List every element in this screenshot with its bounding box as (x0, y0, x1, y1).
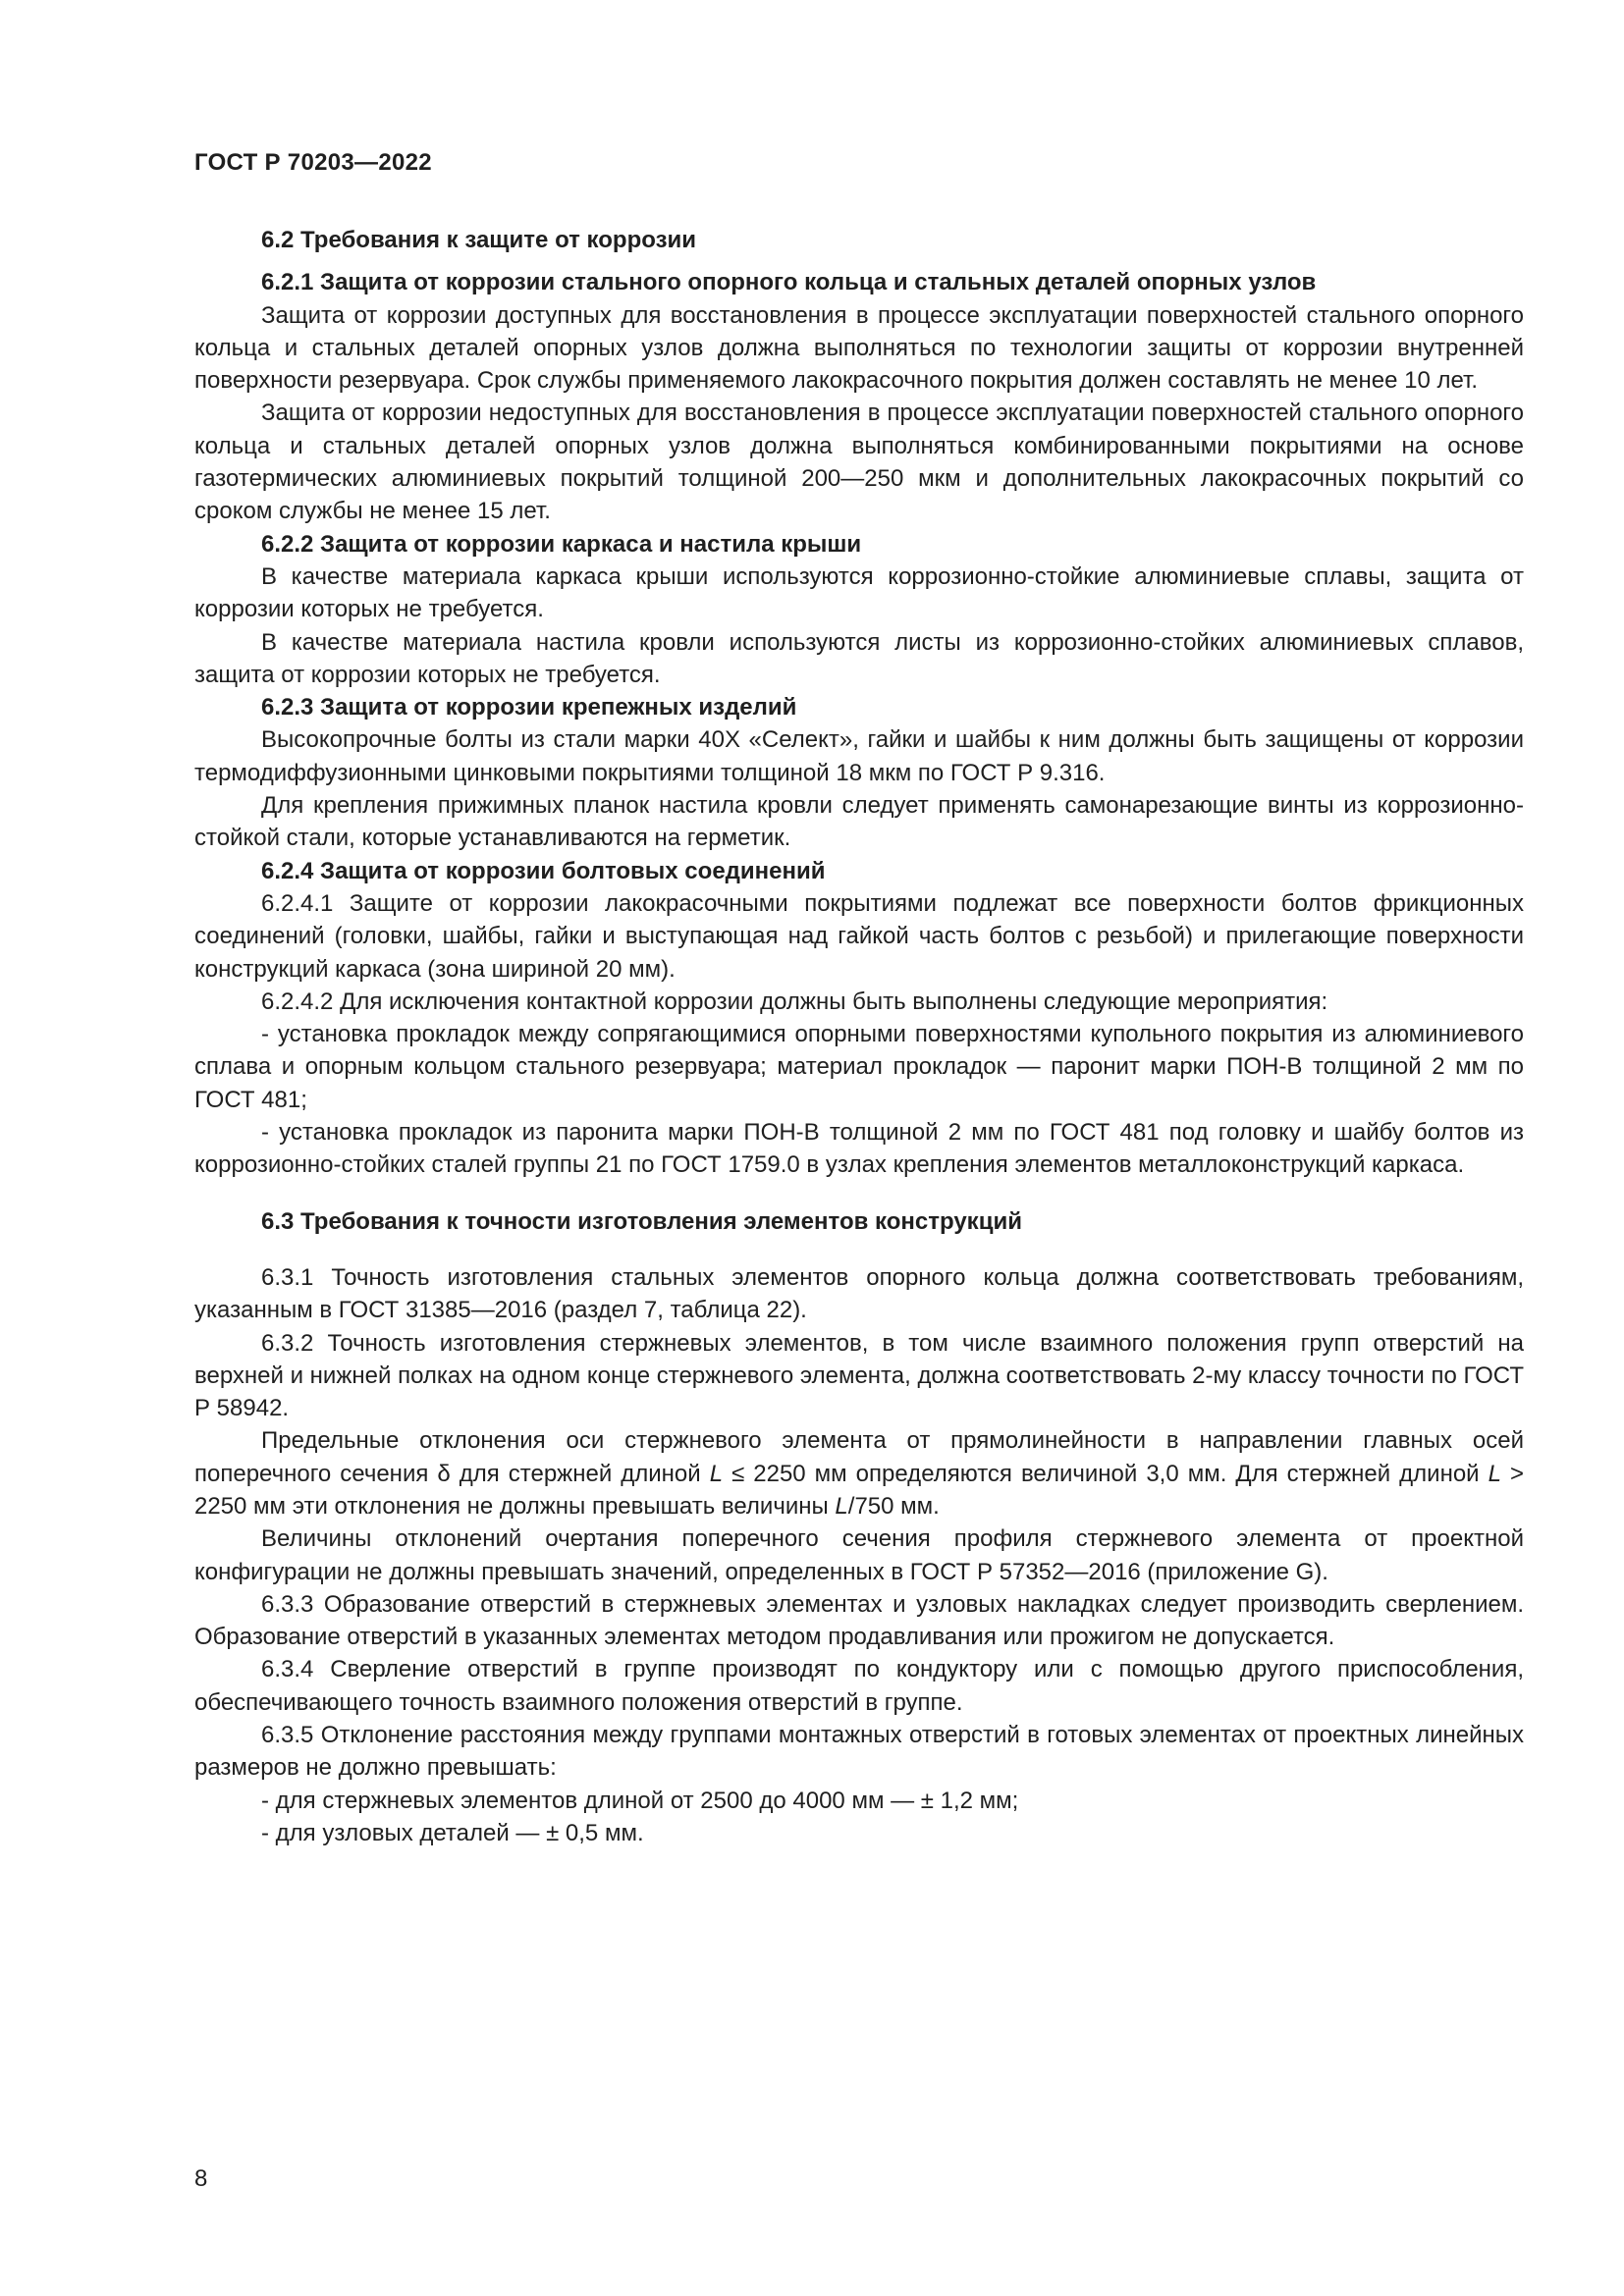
section-6-2-4-title: 6.2.4 Защита от коррозии болтовых соединений (261, 857, 826, 884)
document-body (194, 224, 1524, 1849)
list-item: - для стержневых элементов длиной от 2500 до 4000 мм — ± 1,2 мм; (261, 1787, 1019, 1814)
paragraph: Величины отклонений очертания поперечного сечения профиля стержневого элемента от проектной конфигурации не должны превышать значений, определенных в ГОСТ Р 57352—2016 (приложение G). (194, 1525, 1524, 1585)
list-item: - установка прокладок из паронита марки ПОН-В толщиной 2 мм по ГОСТ 481 под головку и шайбу болтов из коррозионно-стойких сталей группы 21 по ГОСТ 1759.0 в узлах крепления элементов металлоконструкций каркаса. (194, 1119, 1524, 1179)
document-code-header: ГОСТ Р 70203—2022 (194, 149, 432, 176)
variable-l: L (709, 1460, 724, 1487)
paragraph: 6.2.4.1 Защите от коррозии лакокрасочными покрытиями подлежат все поверхности болтов фрикционных соединений (головки, шайбы, гайки и выступающая над гайкой часть болтов с резьбой) и прилегающие поверхности конструкций каркаса (зона шириной 20 мм). (194, 889, 1524, 983)
text-run: ≤ 2250 мм определяются величиной 3,0 мм. Для стержней длиной (723, 1460, 1489, 1487)
text-run: Предельные отклонения оси стержневого элемента от прямолинейности в направлении главных осей поперечного сечения δ для стержней длиной (194, 1427, 1524, 1487)
section-6-2-title: 6.2 Требования к защите от коррозии (261, 227, 697, 253)
section-6-2-1-title: 6.2.1 Защита от коррозии стального опорного кольца и стальных деталей опорных узлов (261, 269, 1317, 296)
variable-l: L (1488, 1460, 1501, 1487)
paragraph: Защита от коррозии недоступных для восстановления в процессе эксплуатации поверхностей стального опорного кольца и стальных деталей опорных узлов должна выполняться комбинированными покрытиями на основе газотермических алюминиевых покрытий толщиной 200—250 мкм и дополнительных лакокрасочных покрытий со сроком службы не менее 15 лет. (194, 400, 1524, 525)
section-6-2-3-title: 6.2.3 Защита от коррозии крепежных изделий (261, 694, 797, 721)
section-6-2-2-title: 6.2.2 Защита от коррозии каркаса и настила крыши (261, 530, 862, 558)
list-item: - для узловых деталей — ± 0,5 мм. (261, 1819, 644, 1846)
paragraph: В качестве материала каркаса крыши используются коррозионно-стойкие алюминиевые сплавы, защита от коррозии которых не требуется. (194, 562, 1524, 623)
text-run: > 2250 мм эти отклонения не должны превышать величины (194, 1460, 1524, 1520)
paragraph-with-formula (194, 1424, 1524, 1522)
section-6-3-title: 6.3 Требования к точности изготовления элементов конструкций (261, 1207, 1022, 1235)
paragraph: 6.3.4 Сверление отверстий в группе производят по кондуктору или с помощью другого приспособления, обеспечивающего точность взаимного положения отверстий в группе. (194, 1656, 1524, 1716)
page-number: 8 (194, 2165, 208, 2192)
paragraph: Для крепления прижимных планок настила кровли следует применять самонарезающие винты из коррозионно-стойкой стали, которые устанавливаются на герметик. (194, 792, 1524, 852)
paragraph: 6.3.2 Точность изготовления стержневых элементов, в том числе взаимного положения групп отверстий на верхней и нижней полках на одном конце стержневого элемента, должна соответствовать 2-му классу точности по ГОСТ Р 58942. (194, 1329, 1524, 1422)
paragraph: 6.3.1 Точность изготовления стальных элементов опорного кольца должна соответствовать требованиям, указанным в ГОСТ 31385—2016 (раздел 7, таблица 22). (194, 1263, 1524, 1324)
paragraph: В качестве материала настила кровли используются листы из коррозионно-стойких алюминиевых сплавов, защита от коррозии которых не требуется. (194, 628, 1524, 688)
paragraph: Защита от коррозии доступных для восстановления в процессе эксплуатации поверхностей стального опорного кольца и стальных деталей опорных узлов должна выполняться по технологии защиты от коррозии внутренней поверхности резервуара. Срок службы применяемого лакокрасочного покрытия должен составлять не менее 10 лет. (194, 301, 1524, 395)
variable-l: L (835, 1492, 848, 1520)
text-run: /750 мм. (847, 1492, 940, 1520)
paragraph: 6.3.5 Отклонение расстояния между группами монтажных отверстий в готовых элементах от проектных линейных размеров не должно превышать: (194, 1722, 1524, 1782)
paragraph: 6.3.3 Образование отверстий в стержневых элементах и узловых накладках следует производить сверлением. Образование отверстий в указанных элементах методом продавливания или прожигом не допускается. (194, 1590, 1524, 1651)
list-item: - установка прокладок между сопрягающимися опорными поверхностями купольного покрытия из алюминиевого сплава и опорным кольцом стального резервуара; материал прокладок — паронит марки ПОН-В толщиной 2 мм по ГОСТ 481; (194, 1021, 1524, 1113)
paragraph: 6.2.4.2 Для исключения контактной коррозии должны быть выполнены следующие мероприятия: (261, 988, 1328, 1015)
paragraph: Высокопрочные болты из стали марки 40Х «Селект», гайки и шайбы к ним должны быть защищены от коррозии термодиффузионными цинковыми покрытиями толщиной 18 мкм по ГОСТ Р 9.316. (194, 726, 1524, 786)
